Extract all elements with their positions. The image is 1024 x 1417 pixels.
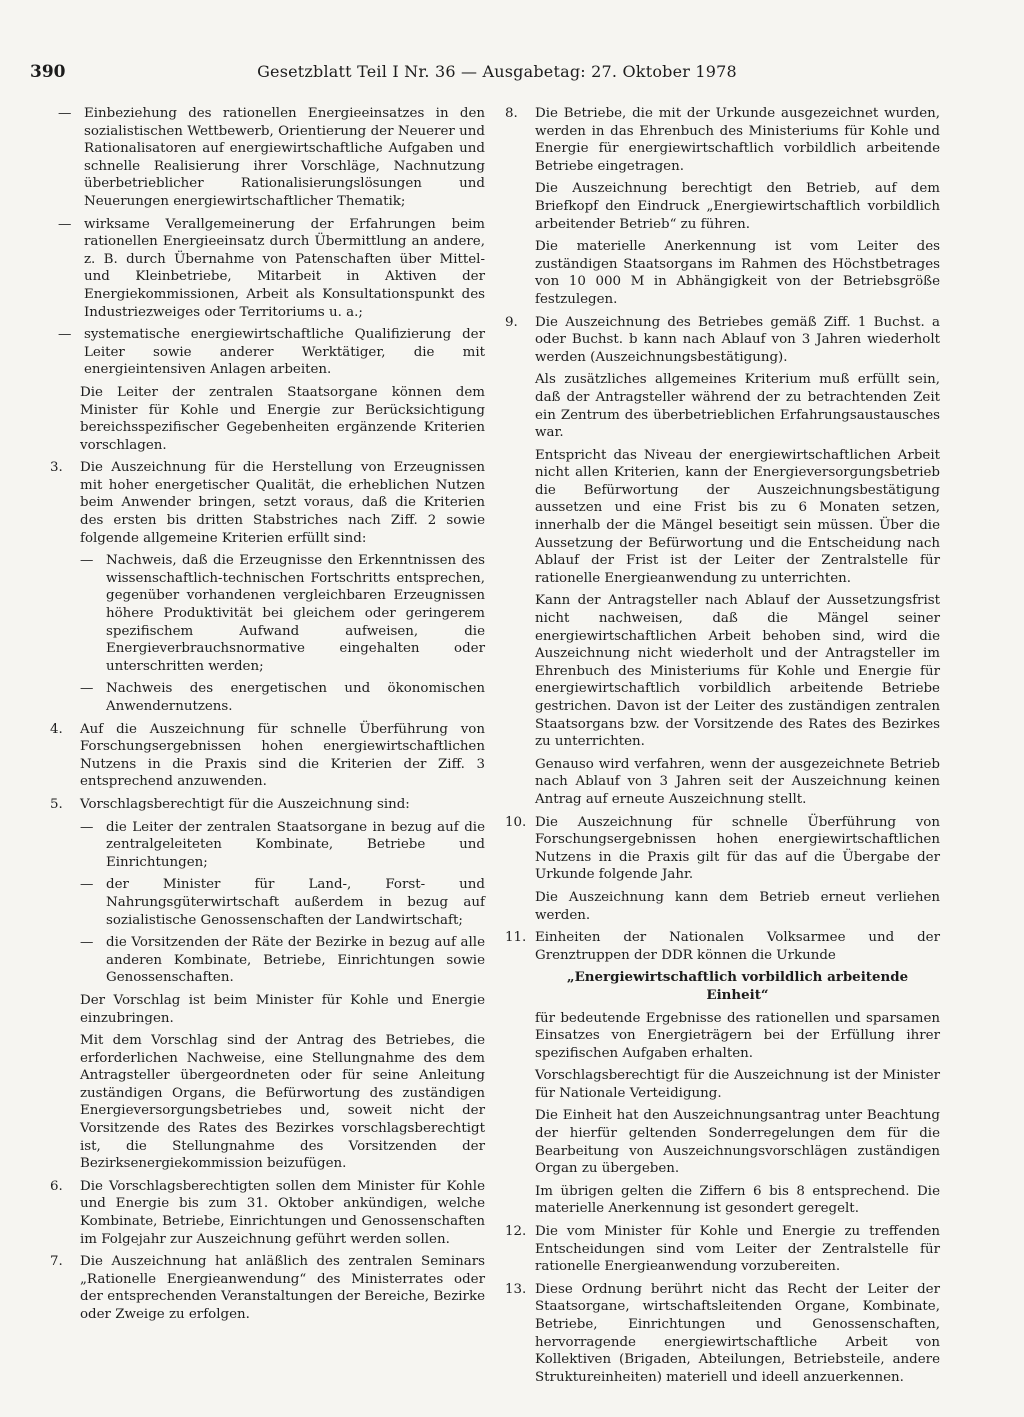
list-item: [50, 105, 485, 211]
dash-marker: —: [80, 877, 94, 893]
numbered-item-4: [50, 721, 485, 791]
numbered-item-9: [505, 314, 940, 367]
numbered-item-6: [50, 1178, 485, 1248]
item-text: Die Betriebe, die mit der Urkunde ausgezeichnet wurden, werden in das Ehrenbuch des Ministeriums für Kohle und Energie für energiewirtschaftlich vorbildlich arbeitende Betriebe eingetragen.: [535, 106, 940, 174]
list-item: [50, 326, 485, 379]
item-text: Die Auszeichnung für schnelle Überführung von Forschungsergebnissen hohen energiewirtschaftlichen Nutzens in die Praxis gilt für das auf die Übergabe der Urkunde folgende Jahr.: [535, 814, 940, 883]
paragraph: Mit dem Vorschlag sind der Antrag des Betriebes, die erforderlichen Nachweise, eine Stellungnahme des dem Antragsteller übergeordneten oder für seine Anleitung zuständigen Organs, die Befürwortung des zuständigen Energieversorgungsbetriebes und, soweit nicht der Vorsitzende des Rates des Bezirkes vorschlagsberechtigt ist, die Stellungnahme des Vorsitzenden der Bezirksenergiekommission beizufügen.: [80, 1033, 485, 1172]
item-number: 9.: [505, 314, 518, 330]
item-text: Vorschlagsberechtigt für die Auszeichnung sind:: [80, 796, 410, 812]
dash-marker: —: [80, 935, 94, 951]
publication-header: Gesetzblatt Teil I Nr. 36 — Ausgabetag: 27. Oktober 1978: [257, 62, 737, 81]
item-text: Die Auszeichnung für die Herstellung von Erzeugnissen mit hoher energetischer Qualität, die erheblichen Nutzen beim Anwender bringen, setzt voraus, daß die Kriterien des ersten bis dritten Stabstriches nach Ziff. 2 sowie folgende allgemeine Kriterien erfüllt sind:: [80, 460, 485, 546]
list-item: [50, 819, 485, 872]
item-number: 10.: [505, 814, 527, 830]
paragraph: Entspricht das Niveau der energiewirtschaftlichen Arbeit nicht allen Kriterien, kann der Energieversorgungsbetrieb die Befürwortung der Auszeichnungsbestätigung aussetzen und eine Frist bis zu 6 Monaten setzen, innerhalb der die Mängel beseitigt sein müssen. Über die Aussetzung der Befürwortung und die Entscheidung nach Ablauf der Frist ist der Leiter der Zentralstelle für rationelle Energieanwendung zu unterrichten.: [535, 447, 940, 586]
numbered-item-5: [50, 796, 485, 814]
page-number: 390: [30, 62, 66, 82]
numbered-item-11: [505, 929, 940, 964]
paragraph: Die Leiter der zentralen Staatsorgane können dem Minister für Kohle und Energie zur Berücksichtigung bereichsspezifischer Gegebenheiten ergänzende Kriterien vorschlagen.: [80, 384, 485, 453]
dash-marker: —: [80, 553, 94, 569]
paragraph: für bedeutende Ergebnisse des rationellen und sparsamen Einsatzes von Energieträgern bei der Erfüllung ihrer spezifischen Aufgaben erhalten.: [535, 1010, 940, 1061]
list-item-text: der Minister für Land-, Forst- und Nahrungsgüterwirtschaft außerdem in bezug auf sozialistische Genossenschaften der Landwirtschaft;: [106, 877, 485, 928]
dash-marker: —: [58, 216, 72, 232]
item-number: 13.: [505, 1281, 527, 1297]
item-number: 3.: [50, 460, 63, 476]
numbered-item-12: [505, 1223, 940, 1276]
paragraph: Im übrigen gelten die Ziffern 6 bis 8 entsprechend. Die materielle Anerkennung ist gesondert geregelt.: [535, 1183, 940, 1217]
item-number: 6.: [50, 1178, 63, 1194]
paragraph: Vorschlagsberechtigt für die Auszeichnung ist der Minister für Nationale Verteidigung.: [535, 1068, 940, 1101]
item-number: 7.: [50, 1254, 63, 1270]
item-text: Die Vorschlagsberechtigten sollen dem Minister für Kohle und Energie bis zum 31. Oktober ankündigen, welche Kombinate, Betriebe, Einrichtungen und Genossenschaften im Folgejahr zur Auszeichnung geführt werden sollen.: [80, 1178, 485, 1247]
list-item-text: die Leiter der zentralen Staatsorgane in bezug auf die zentralgeleiteten Kombinate, Betriebe und Einrichtungen;: [106, 819, 485, 870]
left-column: [50, 105, 485, 1329]
paragraph: Als zusätzliches allgemeines Kriterium muß erfüllt sein, daß der Antragsteller während der zu betrachtenden Zeit ein Zentrum des überbetrieblichen Erfahrungsaustausches war.: [535, 372, 940, 441]
list-item-text: die Vorsitzenden der Räte der Bezirke in bezug auf alle anderen Kombinate, Betriebe, Einrichtungen sowie Genossenschaften.: [106, 935, 485, 986]
list-item-text: systematische energiewirtschaftliche Qualifizierung der Leiter sowie anderer Werktätiger, die mit energieintensiven Anlagen arbeiten.: [84, 327, 485, 378]
right-column: [505, 105, 940, 1391]
list-item: [50, 876, 485, 929]
dash-marker: —: [80, 819, 94, 835]
list-item: [50, 680, 485, 715]
numbered-item-10: [505, 814, 940, 884]
list-item-text: Nachweis des energetischen und ökonomischen Anwendernutzens.: [106, 681, 485, 714]
paragraph: Die Auszeichnung berechtigt den Betrieb, auf dem Briefkopf den Eindruck „Energiewirtschaftlich vorbildlich arbeitender Betrieb“ zu führen.: [535, 181, 940, 232]
paragraph: Kann der Antragsteller nach Ablauf der Aussetzungsfrist nicht nachweisen, daß die Mängel seiner energiewirtschaftlichen Arbeit behoben sind, wird die Auszeichnung nicht wiederholt und der Antragsteller im Ehrenbuch des Ministeriums für Kohle und Energie für energiewirtschaftlich vorbildlich arbeitende Betriebe gestrichen. Davon ist der Leiter des zuständigen zentralen Staatsorgans bzw. der Vorsitzende des Rates des Bezirkes zu unterrichten.: [535, 593, 940, 750]
list-item-text: Nachweis, daß die Erzeugnisse den Erkenntnissen des wissenschaftlich-technischen Fortschritts entsprechen, gegenüber vorhandenen vergleichbaren Erzeugnissen höhere Produktivität bei gleichem oder geringerem spezifischem Aufwand aufweisen, die Energieverbrauchsnormative eingehalten oder unterschritten werden;: [106, 553, 485, 674]
paragraph: Die materielle Anerkennung ist vom Leiter des zuständigen Staatsorgans im Rahmen des Höchstbetrages von 10 000 M in Abhängigkeit von der Betriebsgröße festzulegen.: [535, 239, 940, 307]
paragraph: Der Vorschlag ist beim Minister für Kohle und Energie einzubringen.: [80, 992, 485, 1026]
list-item: [50, 934, 485, 987]
page-header: [30, 62, 964, 86]
item-number: 11.: [505, 930, 527, 946]
item-text: Die vom Minister für Kohle und Energie zu treffenden Entscheidungen sind vom Leiter der Zentralstelle für rationelle Energieanwendung vorzubereiten.: [535, 1224, 940, 1275]
item-number: 4.: [50, 721, 63, 737]
item-text: Auf die Auszeichnung für schnelle Überführung von Forschungsergebnissen hohen energiewirtschaftlichen Nutzens in die Praxis sind die Kriterien der Ziff. 3 entsprechend anzuwenden.: [80, 721, 485, 790]
list-item: [50, 216, 485, 322]
award-title: „Energiewirtschaftlich vorbildlich arbeitende Einheit“: [566, 969, 909, 1003]
item-text: Diese Ordnung berührt nicht das Recht der Leiter der Staatsorgane, wirtschaftsleitenden Organe, Kombinate, Betriebe, Einrichtungen und Genossenschaften, hervorragende energiewirtschaftliche Arbeit von Kollektiven (Brigaden, Abteilungen, Betriebsteile, andere Struktureinheiten) materiell und ideell anzuerkennen.: [535, 1281, 940, 1385]
numbered-item-8: [505, 105, 940, 175]
paragraph: Die Einheit hat den Auszeichnungsantrag unter Beachtung der hierfür geltenden Sonderregelungen dem für die Bearbeitung von Auszeichnungsvorschlägen zuständigen Organ zu übergeben.: [535, 1108, 940, 1177]
numbered-item-3: [50, 459, 485, 547]
paragraph: Die Auszeichnung kann dem Betrieb erneut verliehen werden.: [535, 889, 940, 923]
item-text: Einheiten der Nationalen Volksarmee und der Grenztruppen der DDR können die Urkunde: [535, 930, 940, 963]
dash-marker: —: [58, 327, 72, 343]
numbered-item-7: [50, 1253, 485, 1323]
item-number: 12.: [505, 1224, 527, 1240]
list-item-text: Einbeziehung des rationellen Energieeinsatzes in den sozialistischen Wettbewerb, Orientierung der Neuerer und Rationalisatoren auf energiewirtschaftliche Aufgaben und schnelle Realisierung ihrer Vorschläge, Nachnutzung überbetrieblicher Rationalisierungslösungen und Neuerungen energiewirtschaftlicher Thematik;: [84, 106, 485, 209]
paragraph: Genauso wird verfahren, wenn der ausgezeichnete Betrieb nach Ablauf von 3 Jahren seit der Auszeichnung keinen Antrag auf erneute Auszeichnung stellt.: [535, 756, 940, 807]
item-text: Die Auszeichnung des Betriebes gemäß Ziff. 1 Buchst. a oder Buchst. b kann nach Ablauf von 3 Jahren wiederholt werden (Auszeichnungsbestätigung).: [535, 314, 940, 365]
item-number: 8.: [505, 106, 518, 121]
item-number: 5.: [50, 796, 63, 812]
item-text: Die Auszeichnung hat anläßlich des zentralen Seminars „Rationelle Energieanwendung“ des Ministerrates oder der entsprechenden Veranstaltungen der Bereiche, Bezirke oder Zweige zu erfolgen.: [80, 1254, 485, 1322]
list-item-text: wirksame Verallgemeinerung der Erfahrungen beim rationellen Energieeinsatz durch Übermittlung an andere, z. B. durch Übernahme von Patenschaften über Mittel- und Kleinbetriebe, Mitarbeit in Aktiven der Energiekommissionen, Arbeit als Konsultationspunkt des Industriezweiges oder Territoriums u. a.;: [84, 216, 485, 320]
list-item: [50, 552, 485, 675]
dash-marker: —: [80, 681, 94, 697]
numbered-item-13: [505, 1281, 940, 1387]
dash-marker: —: [58, 106, 72, 121]
